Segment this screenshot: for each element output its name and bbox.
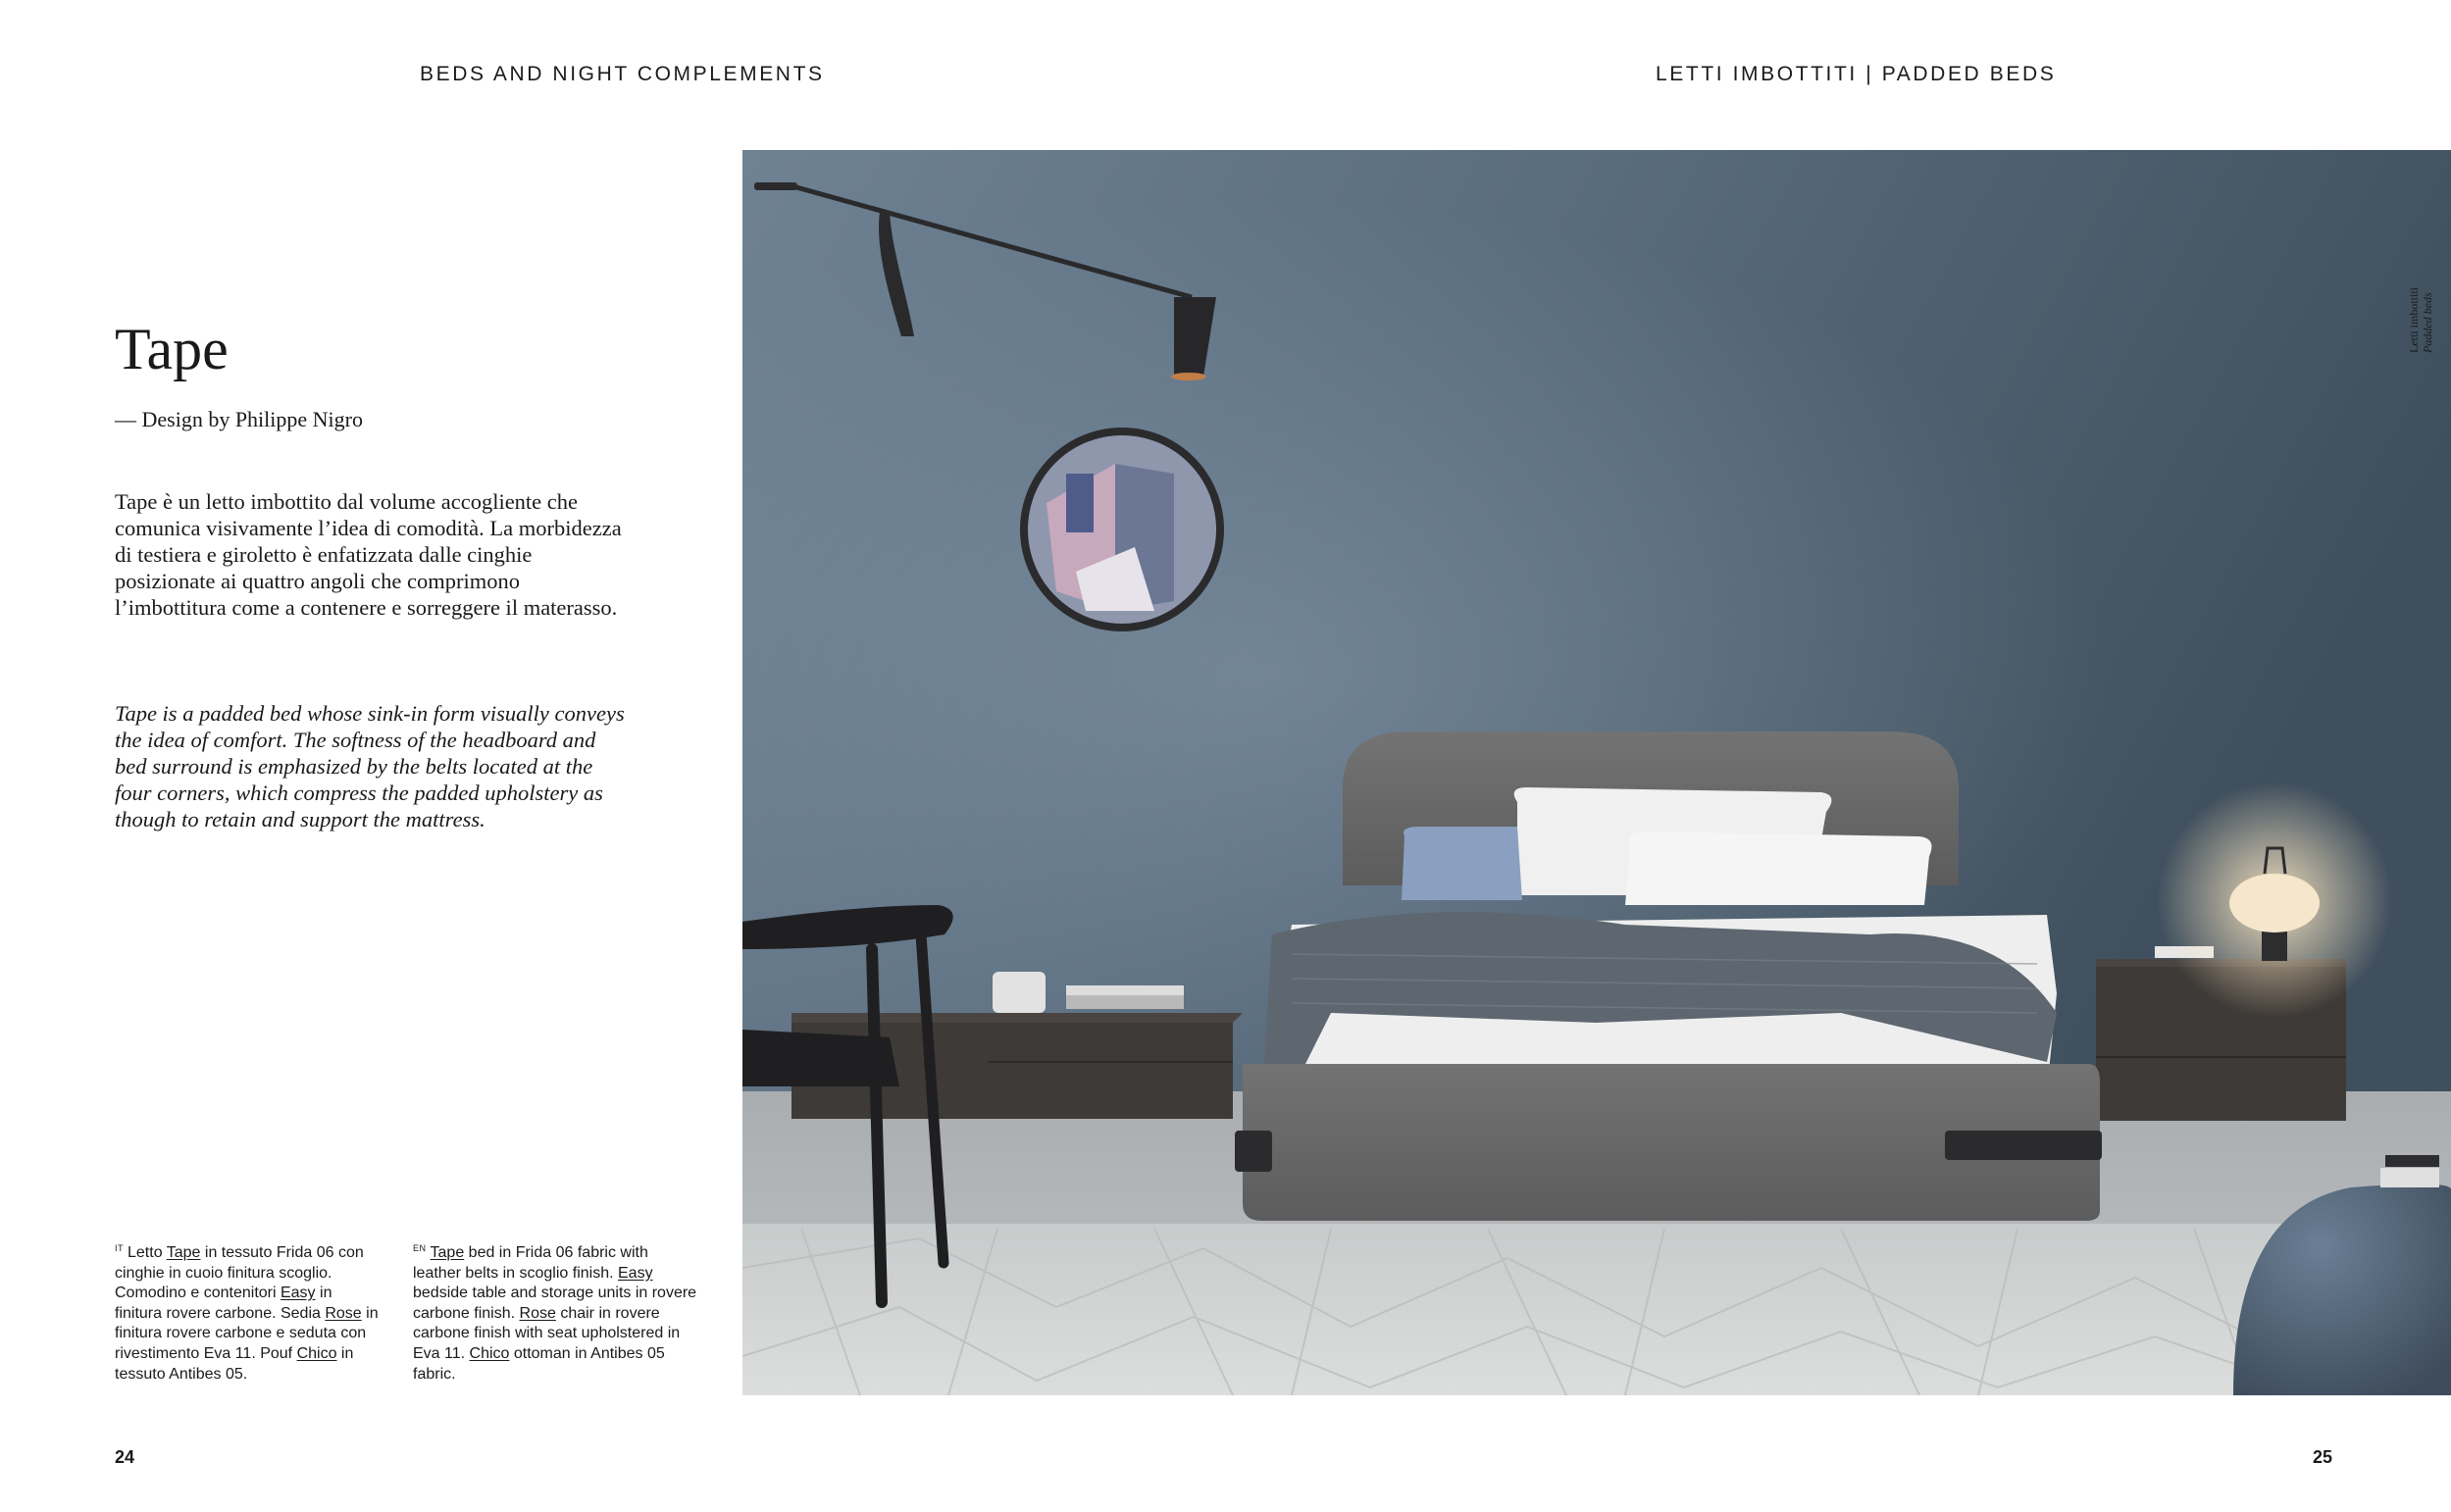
- caption-text: bedside table and storage units in rovere carbone finish.: [413, 1285, 697, 1322]
- section-side-tab: [2407, 245, 2434, 353]
- product-name: Tape: [166, 1244, 201, 1261]
- product-name: Chico: [469, 1344, 510, 1362]
- description-english: Tape is a padded bed whose sink-in form visually conveys the idea of comfort. The softness of the headboard and bed surround is emphasized by the belts located at the four corners, which compress the padded upholstery as though to retain and support the mattress.: [115, 701, 625, 832]
- caption-text: in finitura rovere carbone. Sedia: [115, 1285, 332, 1322]
- caption-italian: [115, 1238, 382, 1385]
- product-name: Tape: [430, 1244, 465, 1261]
- caption-english: [413, 1238, 697, 1385]
- product-title: Tape: [115, 317, 229, 381]
- bedroom-photo: [742, 150, 2451, 1395]
- product-name: Rose: [519, 1304, 556, 1322]
- designer-byline: — Design by Philippe Nigro: [115, 407, 363, 431]
- caption-text: chair in rovere carbone finish with seat upholstered in Eva 11.: [413, 1304, 681, 1362]
- page-number-left: 24: [115, 1447, 135, 1467]
- caption-text: ottoman in Antibes 05 fabric.: [413, 1344, 665, 1383]
- product-name: Rose: [325, 1304, 362, 1322]
- running-head-right: LETTI IMBOTTITI | PADDED BEDS: [1656, 63, 2057, 85]
- side-tab-line1: Letti imbottiti: [2407, 287, 2421, 353]
- table-lamp: [2157, 782, 2392, 1018]
- language-tag: IT: [115, 1243, 124, 1253]
- product-name: Chico: [296, 1344, 337, 1362]
- product-name: Easy: [618, 1264, 653, 1282]
- language-tag: EN: [413, 1243, 427, 1253]
- page-number-right: 25: [2313, 1447, 2333, 1467]
- caption-text: in tessuto Antibes 05.: [115, 1344, 354, 1383]
- round-wall-picture: [1020, 428, 1224, 631]
- caption-text: in tessuto Frida 06 con cinghie in cuoio finitura scoglio. Comodino e contenitori: [115, 1244, 364, 1302]
- product-name: Easy: [280, 1285, 316, 1302]
- rug: [742, 1224, 2451, 1395]
- running-head-left: BEDS AND NIGHT COMPLEMENTS: [420, 63, 825, 85]
- side-tab-line2: Padded beds: [2421, 292, 2434, 353]
- caption-text: Letto: [128, 1244, 167, 1261]
- caption-text: bed in Frida 06 fabric with leather belts in scoglio finish.: [413, 1244, 648, 1282]
- description-italian: Tape è un letto imbottito dal volume accogliente che comunica visivamente l’idea di comodità. La morbidezza di testiera e giroletto è enfatizzata dalle cinghie posizionate ai quattro angoli che comprimono l’imbottitura come a contenere e sorreggere il materasso.: [115, 489, 622, 620]
- caption-text: in finitura rovere carbone e seduta con rivestimento Eva 11. Pouf: [115, 1304, 379, 1362]
